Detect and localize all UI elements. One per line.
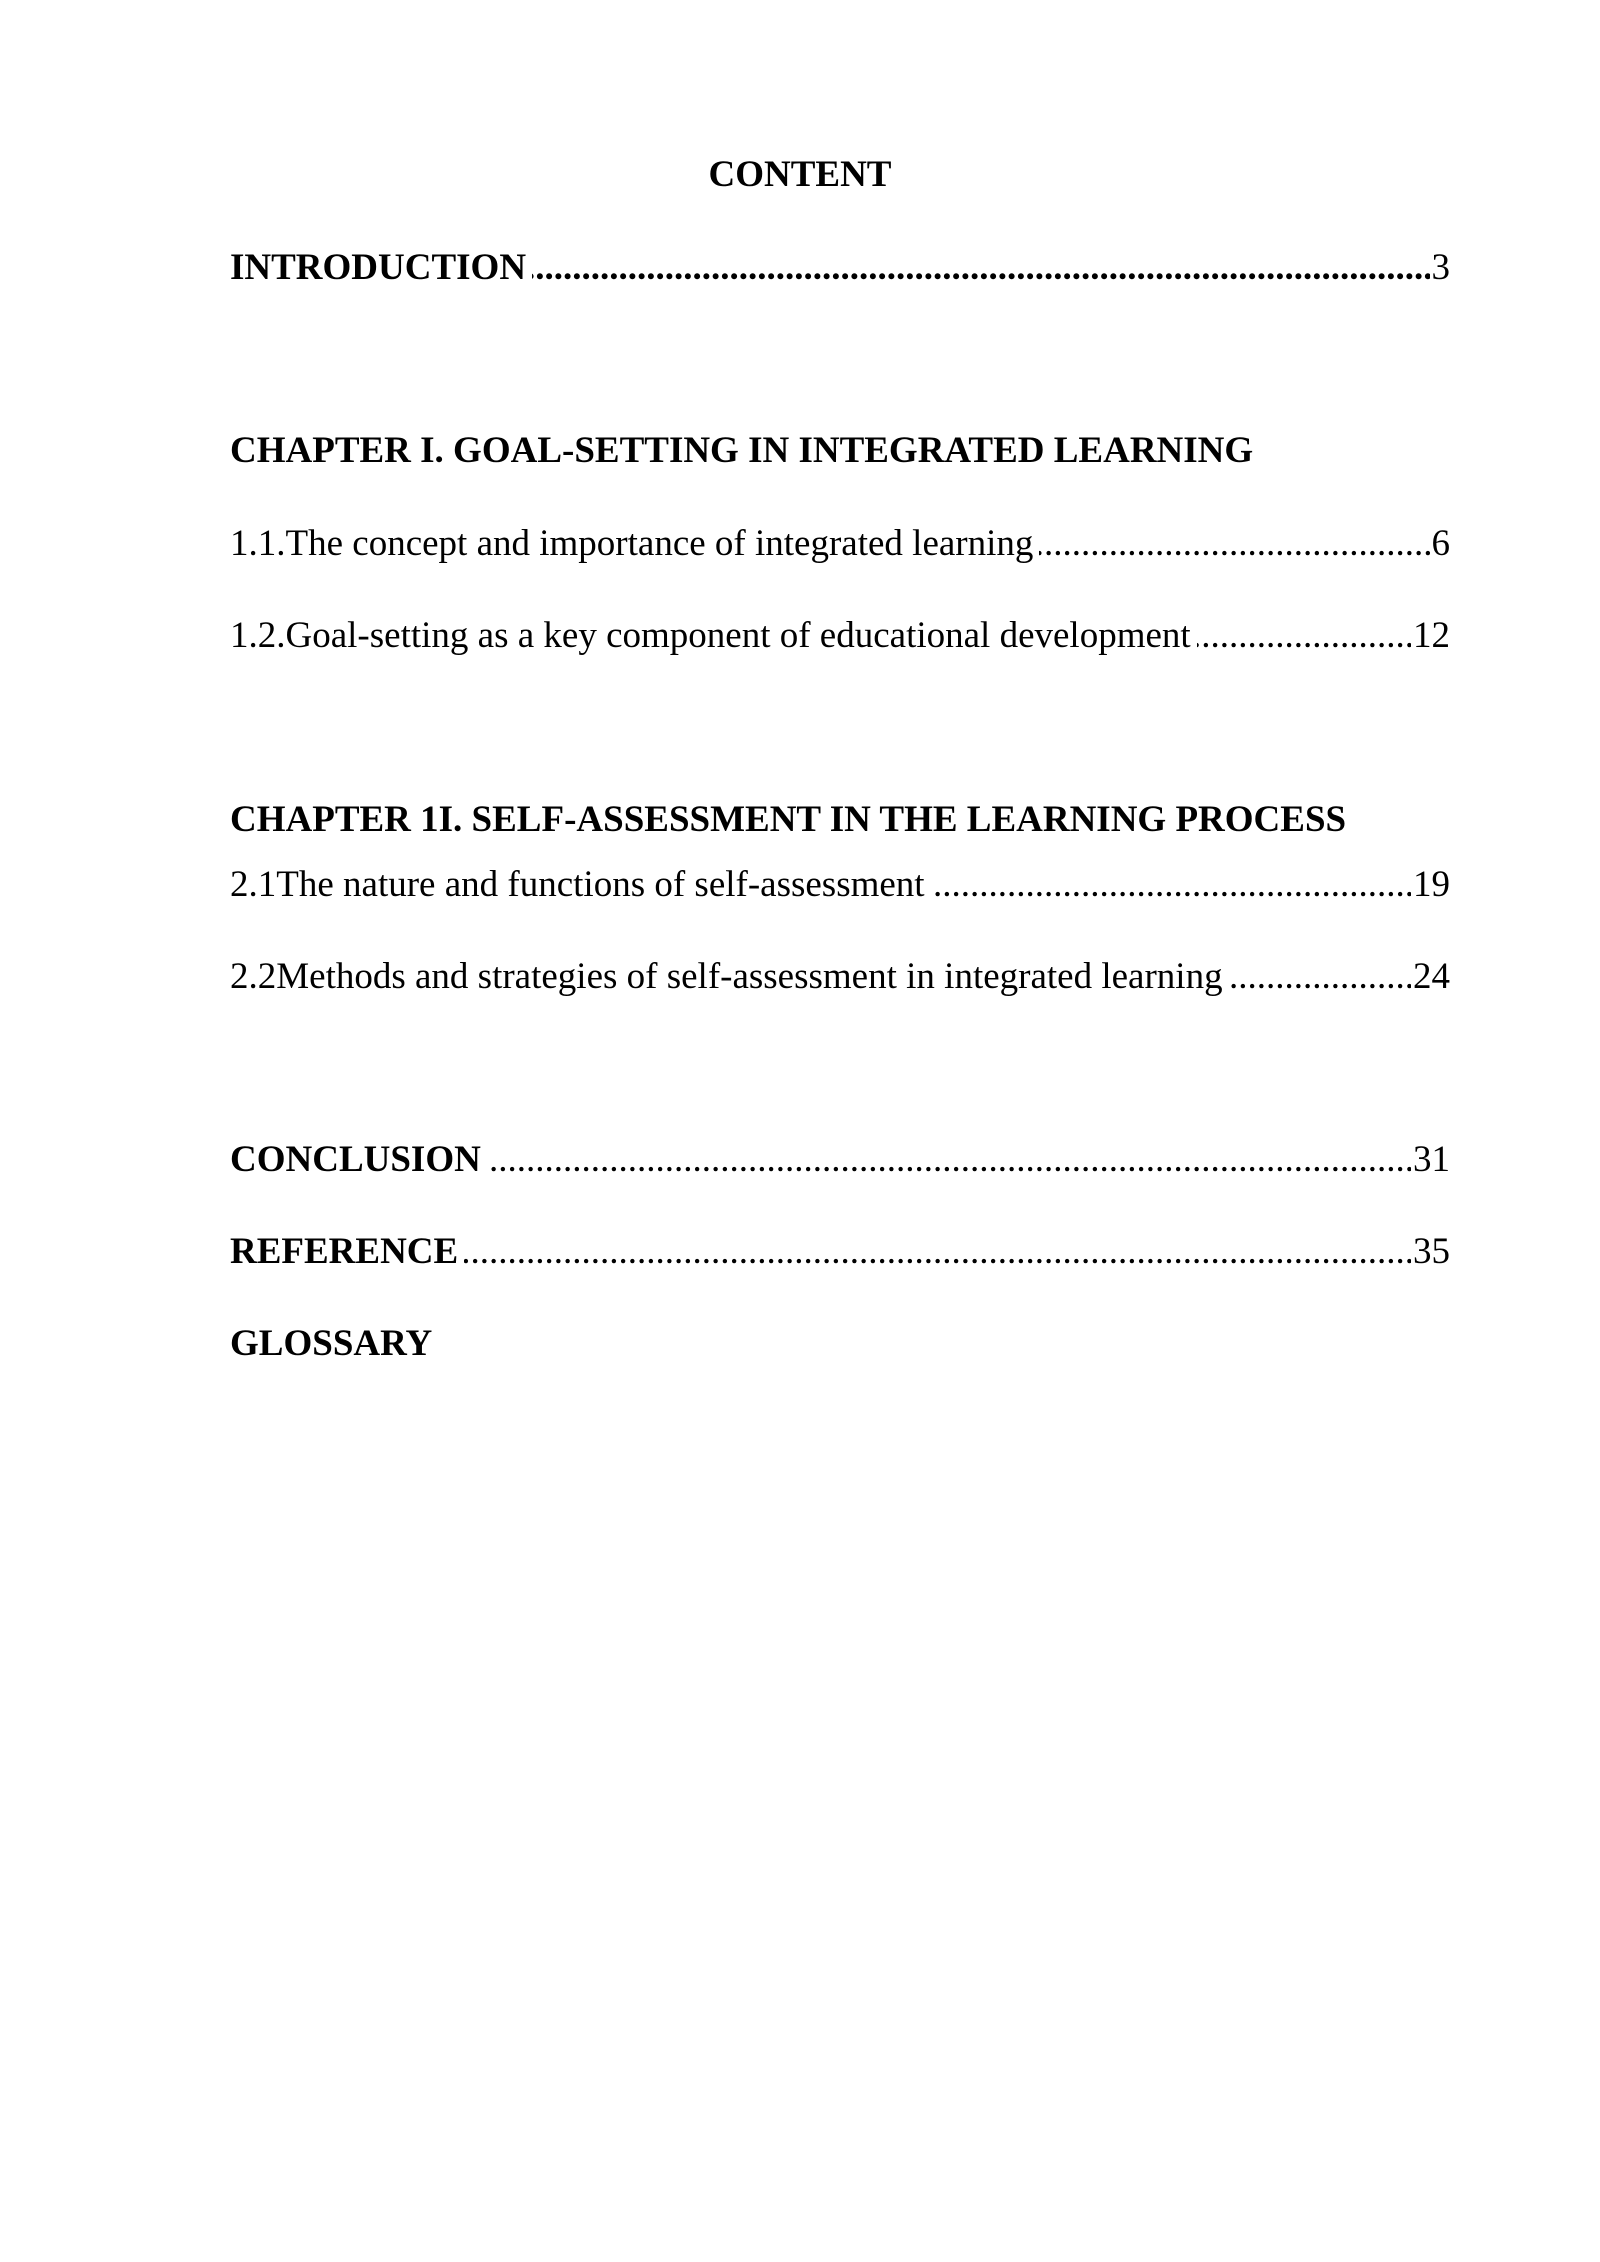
toc-entry-label: 2.2Methods and strategies of self-assessment in integrated learning — [230, 952, 1229, 1002]
toc-entry-2-2[interactable] — [230, 952, 1450, 1002]
toc-entry-1-2[interactable] — [230, 611, 1450, 661]
toc-entry-label: CONCLUSION — [230, 1135, 487, 1185]
toc-entry-2-1[interactable] — [230, 860, 1450, 910]
toc-page-number: 6 — [1430, 519, 1451, 569]
toc-entry-introduction[interactable] — [230, 243, 1450, 293]
toc-page-number: 35 — [1411, 1227, 1450, 1277]
toc-page-number: 24 — [1411, 952, 1450, 1002]
toc-entry-glossary[interactable]: GLOSSARY — [230, 1323, 433, 1364]
toc-page-number: 19 — [1411, 860, 1450, 910]
toc-entry-label: 1.1.The concept and importance of integrated learning — [230, 519, 1039, 569]
toc-entry-label: INTRODUCTION — [230, 243, 532, 293]
toc-entry-label: 1.2.Goal-setting as a key component of educational development — [230, 611, 1197, 661]
toc-page-number: 12 — [1411, 611, 1450, 661]
toc-entry-conclusion[interactable] — [230, 1135, 1450, 1185]
toc-entry-label: REFERENCE — [230, 1227, 464, 1277]
chapter-2-heading[interactable]: CHAPTER 1I. SELF-ASSESSMENT IN THE LEARNING PROCESS — [230, 799, 1347, 840]
toc-page-number: 31 — [1411, 1135, 1450, 1185]
chapter-1-heading[interactable]: CHAPTER I. GOAL-SETTING IN INTEGRATED LEARNING — [230, 430, 1254, 471]
toc-entry-1-1[interactable] — [230, 519, 1450, 569]
toc-entry-reference[interactable] — [230, 1227, 1450, 1277]
page-title: CONTENT — [708, 154, 892, 195]
toc-page-number: 3 — [1430, 243, 1451, 293]
toc-entry-label: 2.1The nature and functions of self-assessment — [230, 860, 931, 910]
